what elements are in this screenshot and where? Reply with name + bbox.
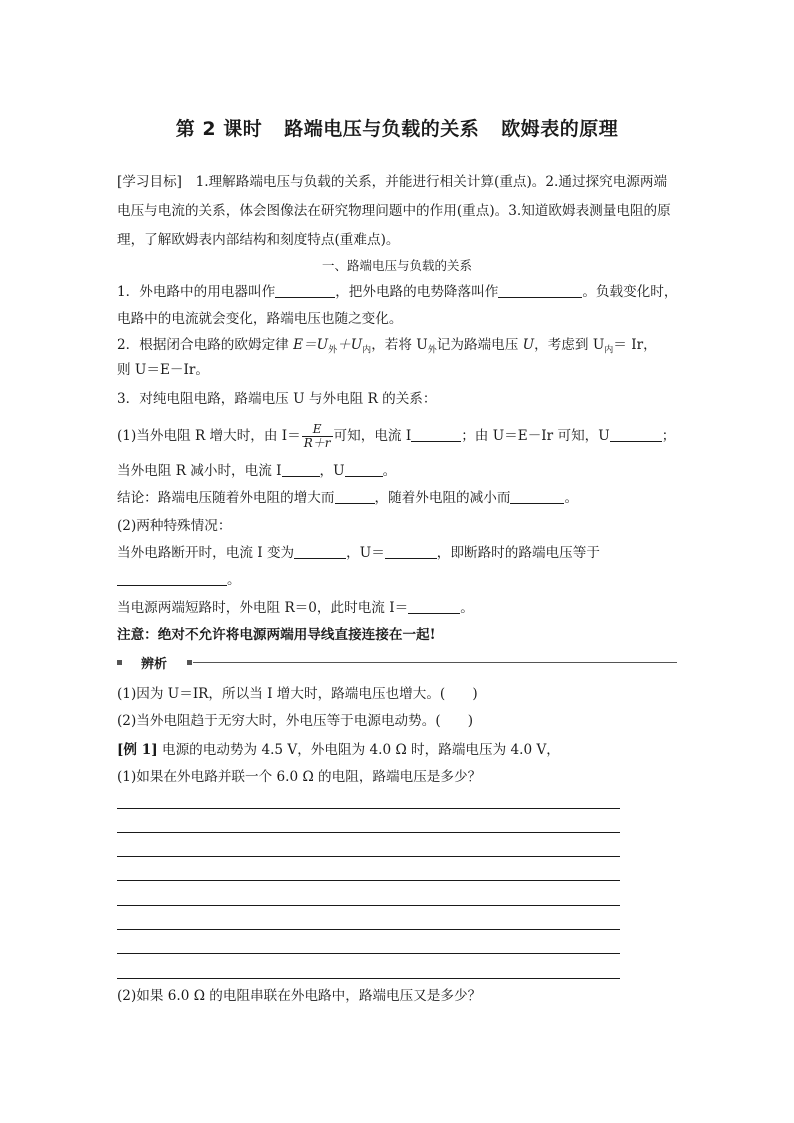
case-2-line-1 (117, 543, 677, 563)
case-2-text-e: 当电源两端短路时，外电阻 R＝0，此时电流 I＝ (117, 600, 409, 616)
lesson-topic-2: 欧姆表的原理 (501, 118, 619, 140)
item-2-line-2: 则 U＝E－Ir。 (117, 362, 209, 378)
answer-line[interactable] (117, 978, 620, 979)
fill-blank[interactable] (408, 599, 460, 614)
section-divider (193, 662, 677, 663)
item-2-text-d: ，考虑到 U (534, 337, 605, 353)
item-1-line-2: 电路中的电流就会变化，路端电压也随之变化。 (117, 311, 403, 327)
case-1-text-g: 。 (382, 463, 397, 479)
formula-plus-u: ＋U (337, 337, 363, 353)
lesson-topic-1: 路端电压与负载的关系 (284, 118, 480, 140)
fraction-numerator: E (302, 423, 333, 437)
item-2-text-a: 2．根据闭合电路的欧姆定律 (117, 337, 289, 353)
judge-item-1: (1)因为 U＝IR，所以当 I 增大时，路端电压也增大。( ) (117, 686, 478, 702)
case-1-text-d: ； (661, 428, 676, 444)
subscript-out: 外 (427, 345, 437, 356)
section-heading: 一、路端电压与负载的关系 (321, 258, 472, 273)
example-1-question-1: (1)如果在外电路并联一个 6.0 Ω 的电阻，路端电压是多少？ (117, 769, 482, 785)
case-1-text-a: (1)当外电阻 R 增大时，由 I＝ (117, 428, 301, 444)
case-2-line-2 (117, 570, 677, 590)
conclusion-text-a: 结论：路端电压随着外电阻的增大而 (117, 490, 335, 506)
item-1-line-1 (117, 282, 677, 302)
conclusion-line (117, 488, 677, 508)
case-2-text-c: ，即断路时的路端电压等于 (436, 545, 600, 561)
answer-line[interactable] (117, 905, 620, 906)
bianxi-label: 辨析 (141, 657, 168, 672)
fill-blank[interactable] (498, 283, 582, 298)
objectives-line-1: [学习目标] 1.理解路端电压与负载的关系，并能进行相关计算(重点)。2.通过探究电源两端 (117, 174, 668, 190)
case-2-text-f: 。 (460, 600, 474, 616)
example-text: 电源的电动势为 4.5 V，外电阻为 4.0 Ω 时，路端电压为 4.0 V， (161, 742, 560, 758)
case-1-text-c: ；由 U＝E－Ir 可知，U (461, 428, 610, 444)
square-bullet-icon (187, 660, 192, 665)
fill-blank[interactable] (335, 489, 375, 504)
item-1-text-c: 。负载变化时， (582, 284, 678, 300)
item-1-text-a: 1．外电路中的用电器叫作 (117, 284, 276, 300)
square-bullet-icon (117, 660, 122, 665)
item-2-text-e: ＝ Ir， (613, 337, 657, 353)
example-1-question-2: (2)如果 6.0 Ω 的电阻串联在外电路中，路端电压又是多少？ (117, 988, 482, 1004)
item-3: 3．对纯电阻电路，路端电压 U 与外电阻 R 的关系： (117, 391, 437, 407)
fraction (302, 423, 333, 450)
item-2-line-1 (117, 335, 677, 361)
fill-blank[interactable] (282, 462, 320, 477)
objectives-line-2: 电压与电流的关系，体会图像法在研究物理问题中的作用(重点)。3.知道欧姆表测量电阻的原 (117, 203, 671, 219)
fill-blank[interactable] (385, 544, 437, 559)
case-2-text-b: ，U＝ (346, 545, 385, 561)
fill-blank[interactable] (117, 571, 227, 586)
lesson-number: 第 2 课时 (175, 118, 263, 140)
fill-blank[interactable] (510, 489, 564, 504)
fill-blank[interactable] (610, 427, 662, 442)
item-2-text-b: ，若将 U (371, 337, 428, 353)
case-1-line-2 (117, 461, 677, 481)
fill-blank[interactable] (345, 462, 383, 477)
case-2-heading: (2)两种特殊情况： (117, 518, 232, 534)
symbol-u: U (522, 337, 535, 353)
case-1-text-b: 可知，电流 I (333, 428, 412, 444)
bianxi-section-header (117, 653, 677, 673)
example-1-line (117, 740, 677, 760)
subscript-out: 外 (328, 345, 338, 356)
subscript-in: 内 (604, 345, 614, 356)
fill-blank[interactable] (411, 427, 461, 442)
case-1-text-f: ，U (319, 463, 345, 479)
fill-blank[interactable] (275, 283, 335, 298)
case-1-text-e: 当外电阻 R 减小时，电流 I (117, 463, 282, 479)
answer-line[interactable] (117, 808, 620, 809)
answer-line[interactable] (117, 880, 620, 881)
case-2-text-d: 。 (227, 572, 241, 588)
conclusion-text-b: ，随着外电阻的减小而 (374, 490, 511, 506)
example-label: [例 1] (117, 742, 158, 758)
formula-e: E＝U (293, 337, 329, 353)
case-2-line-3 (117, 598, 677, 618)
item-1-text-b: ，把外电路的电势降落叫作 (335, 284, 499, 300)
objectives-line-3: 理，了解欧姆表内部结构和刻度特点(重难点)。 (117, 232, 400, 248)
case-2-text-a: 当外电路断开时，电流 I 变为 (117, 545, 295, 561)
answer-line[interactable] (117, 953, 620, 954)
answer-line[interactable] (117, 832, 620, 833)
fill-blank[interactable] (294, 544, 346, 559)
case-1-line-1 (117, 420, 677, 452)
answer-line[interactable] (117, 929, 620, 930)
subscript-in: 内 (362, 345, 372, 356)
judge-item-2: (2)当外电阻趋于无穷大时，外电压等于电源电动势。( ) (117, 713, 474, 729)
safety-note: 注意：绝对不允许将电源两端用导线直接连接在一起! (117, 627, 436, 643)
conclusion-text-c: 。 (564, 490, 579, 506)
fraction-denominator: R＋r (303, 436, 331, 450)
item-2-text-c: 记为路端电压 (436, 337, 519, 353)
answer-line[interactable] (117, 856, 620, 857)
page-title (0, 114, 794, 141)
